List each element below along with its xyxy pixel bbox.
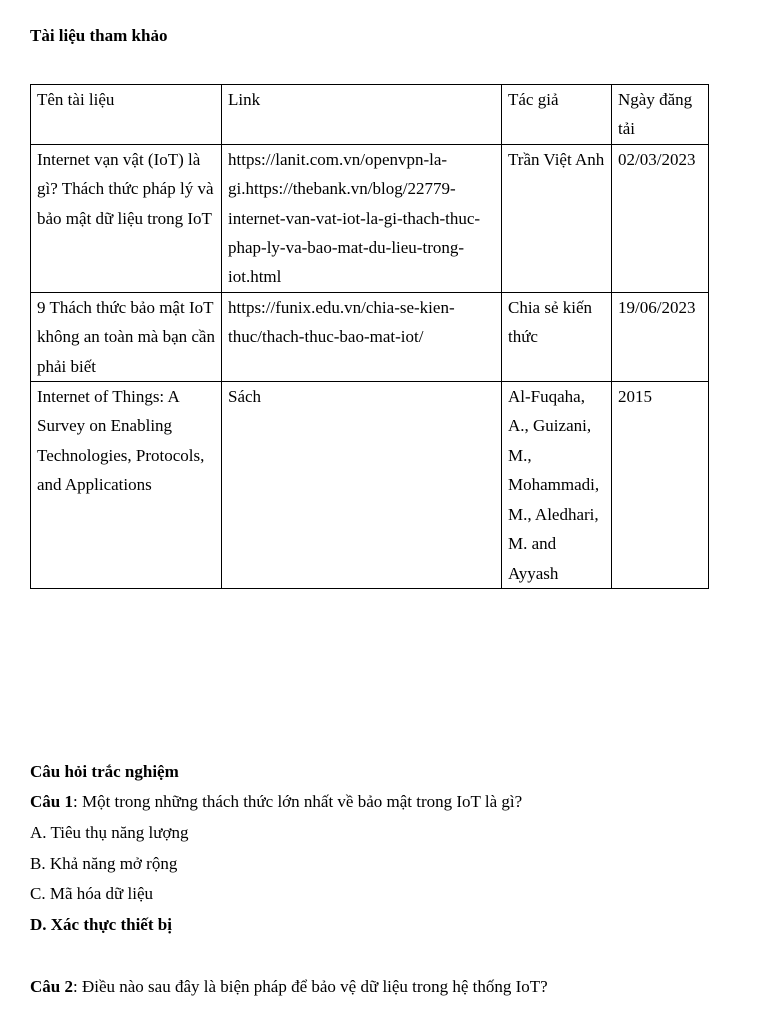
reference-title: 9 Thách thức bảo mật IoT không an toàn mà bạn cần phải biết [31,292,222,381]
table-row [31,382,709,589]
table-row [31,144,709,292]
references-table [30,84,709,589]
table-header-row [31,85,709,145]
reference-link[interactable]: https://lanit.com.vn/openvpn-la-gi.https://thebank.vn/blog/22779-internet-van-vat-iot-la-gi-thach-thuc-phap-ly-va-bao-mat-du-lieu-trong-iot.html [222,144,502,292]
reference-title: Internet of Things: A Survey on Enabling Technologies, Protocols, and Applications [31,382,222,589]
references-heading: Tài liệu tham khảo [30,26,168,45]
column-header-date: Ngày đăng tải [612,85,709,145]
reference-author: Al-Fuqaha, A., Guizani, M., Mohammadi, M., Aledhari, M. and Ayyash [502,382,612,589]
column-header-link: Link [222,85,502,145]
reference-link: Sách [222,382,502,589]
reference-link[interactable]: https://funix.edu.vn/chia-se-kien-thuc/thach-thuc-bao-mat-iot/ [222,292,502,381]
question-1-option-b: B. Khả năng mở rộng [30,854,178,873]
question-1-option-a: A. Tiêu thụ năng lượng [30,823,189,842]
column-header-author: Tác giả [502,85,612,145]
reference-date: 2015 [612,382,709,589]
table-row [31,292,709,381]
quiz-heading: Câu hỏi trắc nghiệm [30,762,179,781]
reference-author: Chia sẻ kiến thức [502,292,612,381]
question-2-label: Câu 2 [30,977,73,996]
question-2 [30,976,548,998]
column-header-title: Tên tài liệu [31,85,222,145]
question-1-text: : Một trong những thách thức lớn nhất về bảo mật trong IoT là gì? [72,792,523,811]
question-2-text: : Điều nào sau đây là biện pháp để bảo vệ dữ liệu trong hệ thống IoT? [72,977,548,996]
question-1-option-c: C. Mã hóa dữ liệu [30,884,154,903]
reference-date: 02/03/2023 [612,144,709,292]
reference-author: Trần Việt Anh [502,144,612,292]
question-1-label: Câu 1 [30,792,73,811]
reference-title: Internet vạn vật (IoT) là gì? Thách thức pháp lý và bảo mật dữ liệu trong IoT [31,144,222,292]
question-1-option-d: D. Xác thực thiết bị [30,915,172,934]
reference-date: 19/06/2023 [612,292,709,381]
document-page [30,0,720,1024]
question-1 [30,791,522,813]
